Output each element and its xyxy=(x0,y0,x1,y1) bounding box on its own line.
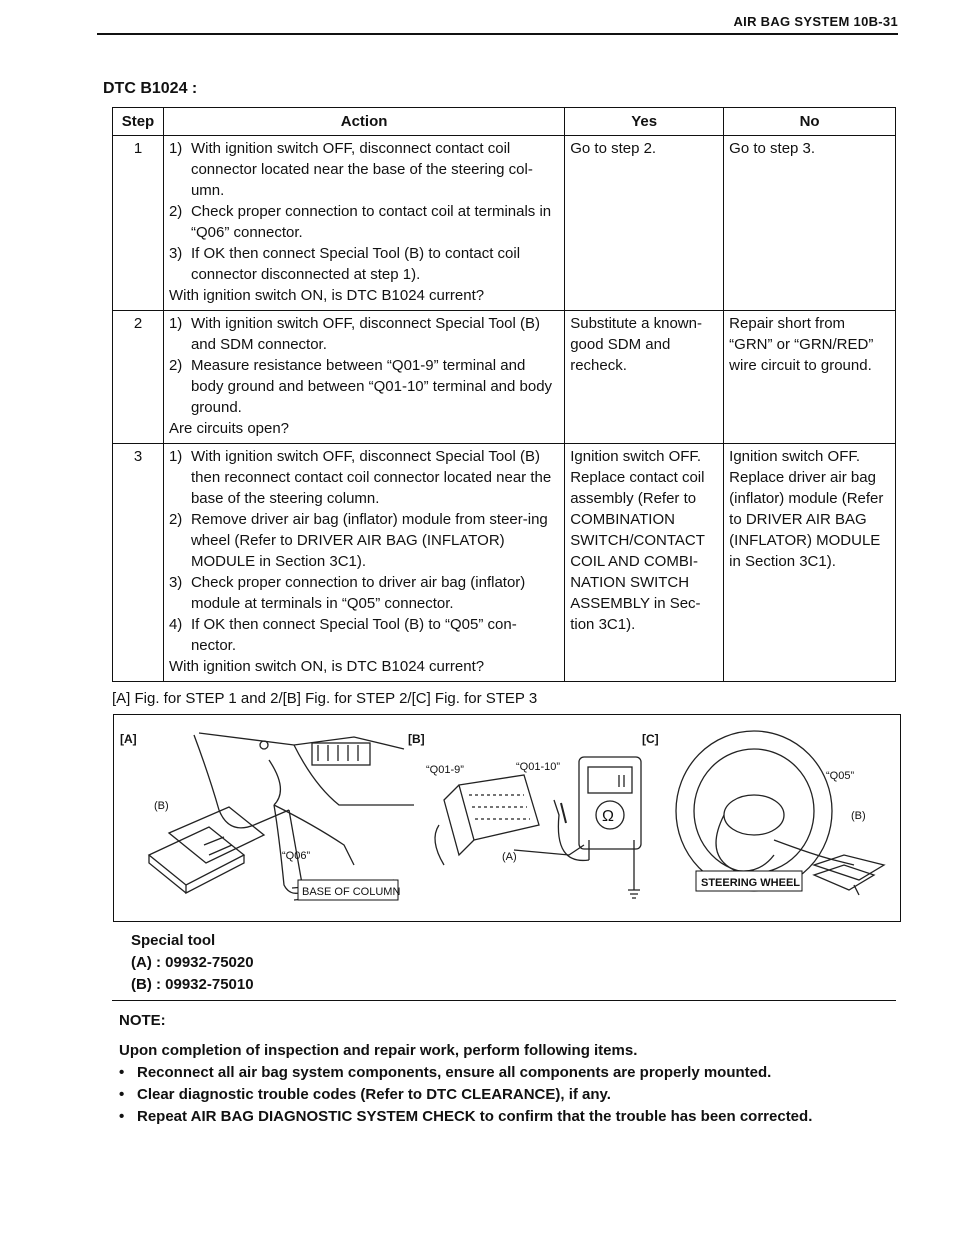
panel-b-illustration xyxy=(435,757,641,898)
note-bullet-text: Clear diagnostic trouble codes (Refer to DTC CLEARANCE), if any. xyxy=(137,1086,611,1103)
inspection-figure xyxy=(114,715,900,921)
step-number: 2 xyxy=(113,311,164,444)
note-title: NOTE: xyxy=(119,1012,166,1029)
action-item xyxy=(169,138,559,201)
step-question: With ignition switch ON, is DTC B1024 current? xyxy=(168,287,485,304)
action-item-number: 2) xyxy=(168,203,183,220)
note-bullet-text: Repeat AIR BAG DIAGNOSTIC SYSTEM CHECK to confirm that the trouble has been corrected. xyxy=(137,1108,813,1125)
step-no: Go to step 3. xyxy=(724,136,896,311)
table-row xyxy=(113,136,896,311)
panel-b-label: [B] xyxy=(408,732,425,746)
step-yes: Ignition switch OFF. Replace contact coil assembly (Refer to COMBINATION SWITCH/CONTACT COIL AND COMBI-NATION SWITCH ASSEMBLY in Sec-tion 3C1). xyxy=(565,444,724,682)
note-bullet xyxy=(119,1062,898,1084)
note-rule xyxy=(112,1000,896,1001)
panel-c-callout-q05: “Q05” xyxy=(826,770,855,782)
panel-a-label: [A] xyxy=(120,732,137,746)
action-item-text: With ignition switch OFF, disconnect Special Tool (B) and SDM connector. xyxy=(190,315,540,353)
figure-caption: [A] Fig. for STEP 1 and 2/[B] Fig. for STEP 2/[C] Fig. for STEP 3 xyxy=(112,690,538,707)
step-number: 1 xyxy=(113,136,164,311)
action-item xyxy=(169,446,559,509)
action-item-text: Check proper connection to driver air bag (inflator) module at terminals in “Q05” connector. xyxy=(190,574,526,612)
action-item xyxy=(169,355,559,418)
action-item-text: With ignition switch OFF, disconnect contact coil connector located near the base of the steering col-umn. xyxy=(190,140,533,199)
action-item-number: 2) xyxy=(168,511,183,528)
dtc-title: DTC B1024 : xyxy=(103,80,198,97)
step-action xyxy=(163,311,564,444)
bullet-icon: • xyxy=(119,1064,125,1081)
step-no: Ignition switch OFF. Replace driver air bag (inflator) module (Refer to DRIVER AIR BAG (INFLATOR) MODULE in Section 3C1). xyxy=(724,444,896,682)
special-tool-block xyxy=(131,930,254,996)
step-question: With ignition switch ON, is DTC B1024 current? xyxy=(168,658,485,675)
action-item-number: 3) xyxy=(168,574,183,591)
column-header-no: No xyxy=(724,108,896,136)
action-item xyxy=(169,313,559,355)
step-number: 3 xyxy=(113,444,164,682)
special-tool-title: Special tool xyxy=(131,932,216,949)
action-item xyxy=(169,201,559,243)
step-action xyxy=(163,136,564,311)
table-row xyxy=(113,444,896,682)
panel-a-callout-b: (B) xyxy=(154,800,169,812)
action-item-text: If OK then connect Special Tool (B) to contact coil connector disconnected at step 1). xyxy=(190,245,521,283)
page-header-title: AIR BAG SYSTEM 10B-31 xyxy=(733,14,898,29)
table-header-row xyxy=(113,108,896,136)
step-yes: Go to step 2. xyxy=(565,136,724,311)
action-item xyxy=(169,509,559,572)
special-tool-item-b: (B) : 09932-75010 xyxy=(131,976,254,993)
bullet-icon: • xyxy=(119,1086,125,1103)
panel-c-label: [C] xyxy=(642,732,659,746)
panel-c-callout-b: (B) xyxy=(851,810,866,822)
diagnostic-steps-table xyxy=(112,107,896,682)
note-block xyxy=(119,1010,898,1128)
figure-box xyxy=(113,714,901,922)
action-item-text: If OK then connect Special Tool (B) to “Q05” con-nector. xyxy=(190,616,517,654)
panel-b-callout-a: (A) xyxy=(502,851,517,863)
action-item-number: 1) xyxy=(168,448,183,465)
action-item-number: 3) xyxy=(168,245,183,262)
panel-a-callout-q06: “Q06” xyxy=(282,850,311,862)
step-action xyxy=(163,444,564,682)
bullet-icon: • xyxy=(119,1108,125,1125)
action-item-text: Measure resistance between “Q01-9” terminal and body ground and between “Q01-10” terminal and body ground. xyxy=(190,357,553,416)
action-item-number: 2) xyxy=(168,357,183,374)
ohm-icon: Ω xyxy=(602,808,614,825)
panel-a-base-label: BASE OF COLUMN xyxy=(302,886,401,898)
note-bullet xyxy=(119,1084,898,1106)
action-item-text: With ignition switch OFF, disconnect Special Tool (B) then reconnect contact coil connector located near the base of the steering column. xyxy=(190,448,552,507)
action-item-text: Remove driver air bag (inflator) module from steer-ing wheel (Refer to DRIVER AIR BAG (INFLATOR) MODULE in Section 3C1). xyxy=(190,511,548,570)
panel-a-illustration xyxy=(149,733,414,900)
action-item-number: 4) xyxy=(168,616,183,633)
note-bullet-text: Reconnect all air bag system components, ensure all components are properly mounted. xyxy=(137,1064,772,1081)
column-header-step: Step xyxy=(113,108,164,136)
step-no: Repair short from “GRN” or “GRN/RED” wire circuit to ground. xyxy=(724,311,896,444)
column-header-action: Action xyxy=(163,108,564,136)
table-row xyxy=(113,311,896,444)
action-item xyxy=(169,614,559,656)
action-item xyxy=(169,243,559,285)
action-item-number: 1) xyxy=(168,140,183,157)
panel-b-callout-q01-10: “Q01-10” xyxy=(516,761,561,773)
action-item xyxy=(169,572,559,614)
note-intro: Upon completion of inspection and repair work, perform following items. xyxy=(119,1042,638,1059)
step-question: Are circuits open? xyxy=(168,420,290,437)
action-item-number: 1) xyxy=(168,315,183,332)
header-rule xyxy=(97,33,898,35)
special-tool-item-a: (A) : 09932-75020 xyxy=(131,954,254,971)
column-header-yes: Yes xyxy=(565,108,724,136)
panel-c-wheel-label: STEERING WHEEL xyxy=(701,877,801,889)
panel-b-callout-q01-9: “Q01-9” xyxy=(426,764,464,776)
action-item-text: Check proper connection to contact coil at terminals in “Q06” connector. xyxy=(190,203,552,241)
note-bullet xyxy=(119,1106,898,1128)
step-yes: Substitute a known-good SDM and recheck. xyxy=(565,311,724,444)
